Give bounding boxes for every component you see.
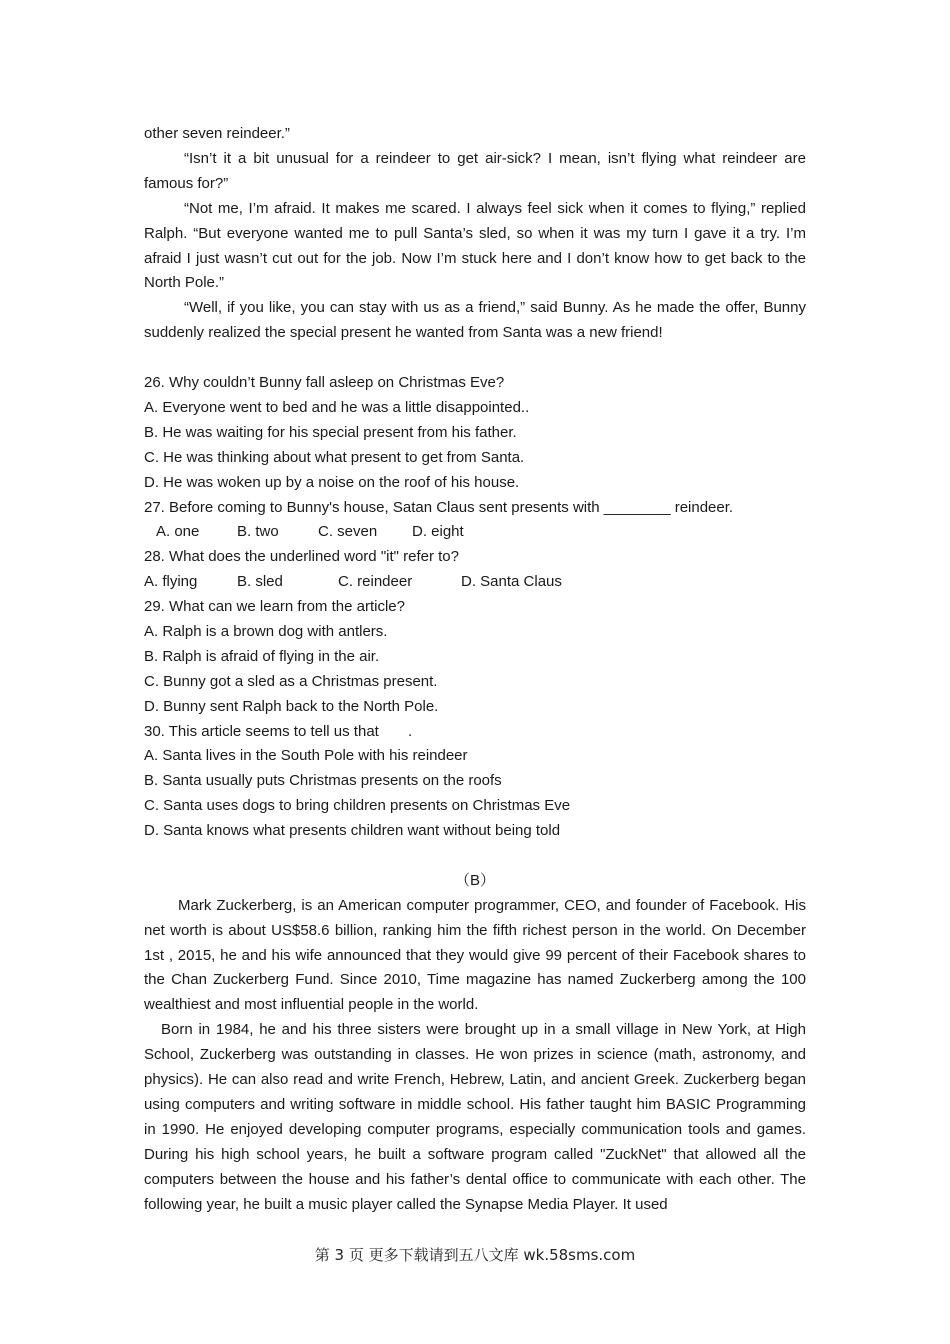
passage-a-paragraph: “Isn’t it a bit unusual for a reindeer to get air-sick? I mean, isn’t flying what reindeer are famous for?” xyxy=(144,149,806,192)
answer-option: A. Everyone went to bed and he was a little disappointed.. xyxy=(144,398,530,416)
question-30 xyxy=(144,720,806,844)
answer-option: C. Santa uses dogs to bring children presents on Christmas Eve xyxy=(144,797,571,815)
answer-option: C. Bunny got a sled as a Christmas present. xyxy=(144,672,438,690)
answer-option: A. Ralph is a brown dog with antlers. xyxy=(144,622,388,640)
answer-option: B. two xyxy=(237,523,279,541)
answer-options-row xyxy=(144,520,806,545)
answer-option: D. Santa Claus xyxy=(461,573,562,591)
answer-option: D. Santa knows what presents children want without being told xyxy=(144,822,561,840)
question-26 xyxy=(144,371,806,495)
answer-option: D. eight xyxy=(412,523,464,541)
section-heading: （B） xyxy=(454,871,495,889)
spacer xyxy=(144,844,806,869)
passage-b-paragraph: Mark Zuckerberg, is an American computer programmer, CEO, and founder of Facebook. His net worth is about US$58.6 billion, ranking him the fifth richest person in the world. On December 1st , 2015, he and his wife announced that they would give 99 percent of their Facebook shares to the Chan Zuckerberg Fund. Since 2010, Time magazine has named Zuckerberg among the 100 wealthiest and most influential people in the world. xyxy=(144,896,806,1014)
passage-a-paragraph: other seven reindeer.” xyxy=(144,125,290,142)
question-stem: 26. Why couldn’t Bunny fall asleep on Christmas Eve? xyxy=(144,374,505,392)
answer-option: D. He was woken up by a noise on the roof of his house. xyxy=(144,473,520,491)
answer-option: C. reindeer xyxy=(338,573,413,591)
answer-option: C. He was thinking about what present to get from Santa. xyxy=(144,448,525,466)
answer-option: A. flying xyxy=(144,573,198,591)
answer-options-row xyxy=(144,570,806,595)
passage-b-paragraph: Born in 1984, he and his three sisters were brought up in a small village in New York, at High School, Zuckerberg was outstanding in classes. He won prizes in science (math, astronomy, and physics). He can also read and write French, Hebrew, Latin, and ancient Greek. Zuckerberg began using computers and writing software in middle school. His father taught him BASIC Programming in 1990. He enjoyed developing computer programs, especially communication tools and games. During his high school years, he built a software program called "ZuckNet" that allowed all the computers between the house and his father’s dental office to communicate with each other. The following year, he built a music player called the Synapse Media Player. It used xyxy=(144,1021,806,1213)
answer-option: C. seven xyxy=(318,523,378,541)
passage-a-paragraph: “Not me, I’m afraid. It makes me scared. I always feel sick when it comes to flying,” replied Ralph. “But everyone wanted me to pull Santa’s sled, so when it was my turn I gave it a try. I’m afraid I just wasn’t cut out for the job. Now I’m stuck here and I don’t know how to get back to the North Pole.” xyxy=(144,199,806,292)
question-stem: 29. What can we learn from the article? xyxy=(144,598,405,616)
question-28 xyxy=(144,545,806,595)
answer-option: B. sled xyxy=(237,573,283,591)
question-29 xyxy=(144,595,806,719)
document-page xyxy=(144,122,806,1218)
answer-option: A. one xyxy=(156,523,200,541)
question-stem: 30. This article seems to tell us that . xyxy=(144,722,413,740)
question-stem: 28. What does the underlined word "it" refer to? xyxy=(144,548,459,566)
answer-option: D. Bunny sent Ralph back to the North Pole. xyxy=(144,697,439,715)
passage-a-paragraph: “Well, if you like, you can stay with us as a friend,” said Bunny. As he made the offer, Bunny suddenly realized the special present he wanted from Santa was a new friend! xyxy=(144,299,806,342)
spacer xyxy=(144,346,806,371)
answer-option: B. Ralph is afraid of flying in the air. xyxy=(144,647,380,665)
page-footer: 第 3 页 更多下载请到五八文库 wk.58sms.com xyxy=(314,1246,636,1264)
answer-option: B. He was waiting for his special present from his father. xyxy=(144,423,517,441)
answer-option: A. Santa lives in the South Pole with his reindeer xyxy=(144,747,468,765)
answer-option: B. Santa usually puts Christmas presents on the roofs xyxy=(144,772,502,790)
question-stem: 27. Before coming to Bunny's house, Satan Claus sent presents with ________ reindeer. xyxy=(144,498,734,516)
question-27 xyxy=(144,496,806,546)
